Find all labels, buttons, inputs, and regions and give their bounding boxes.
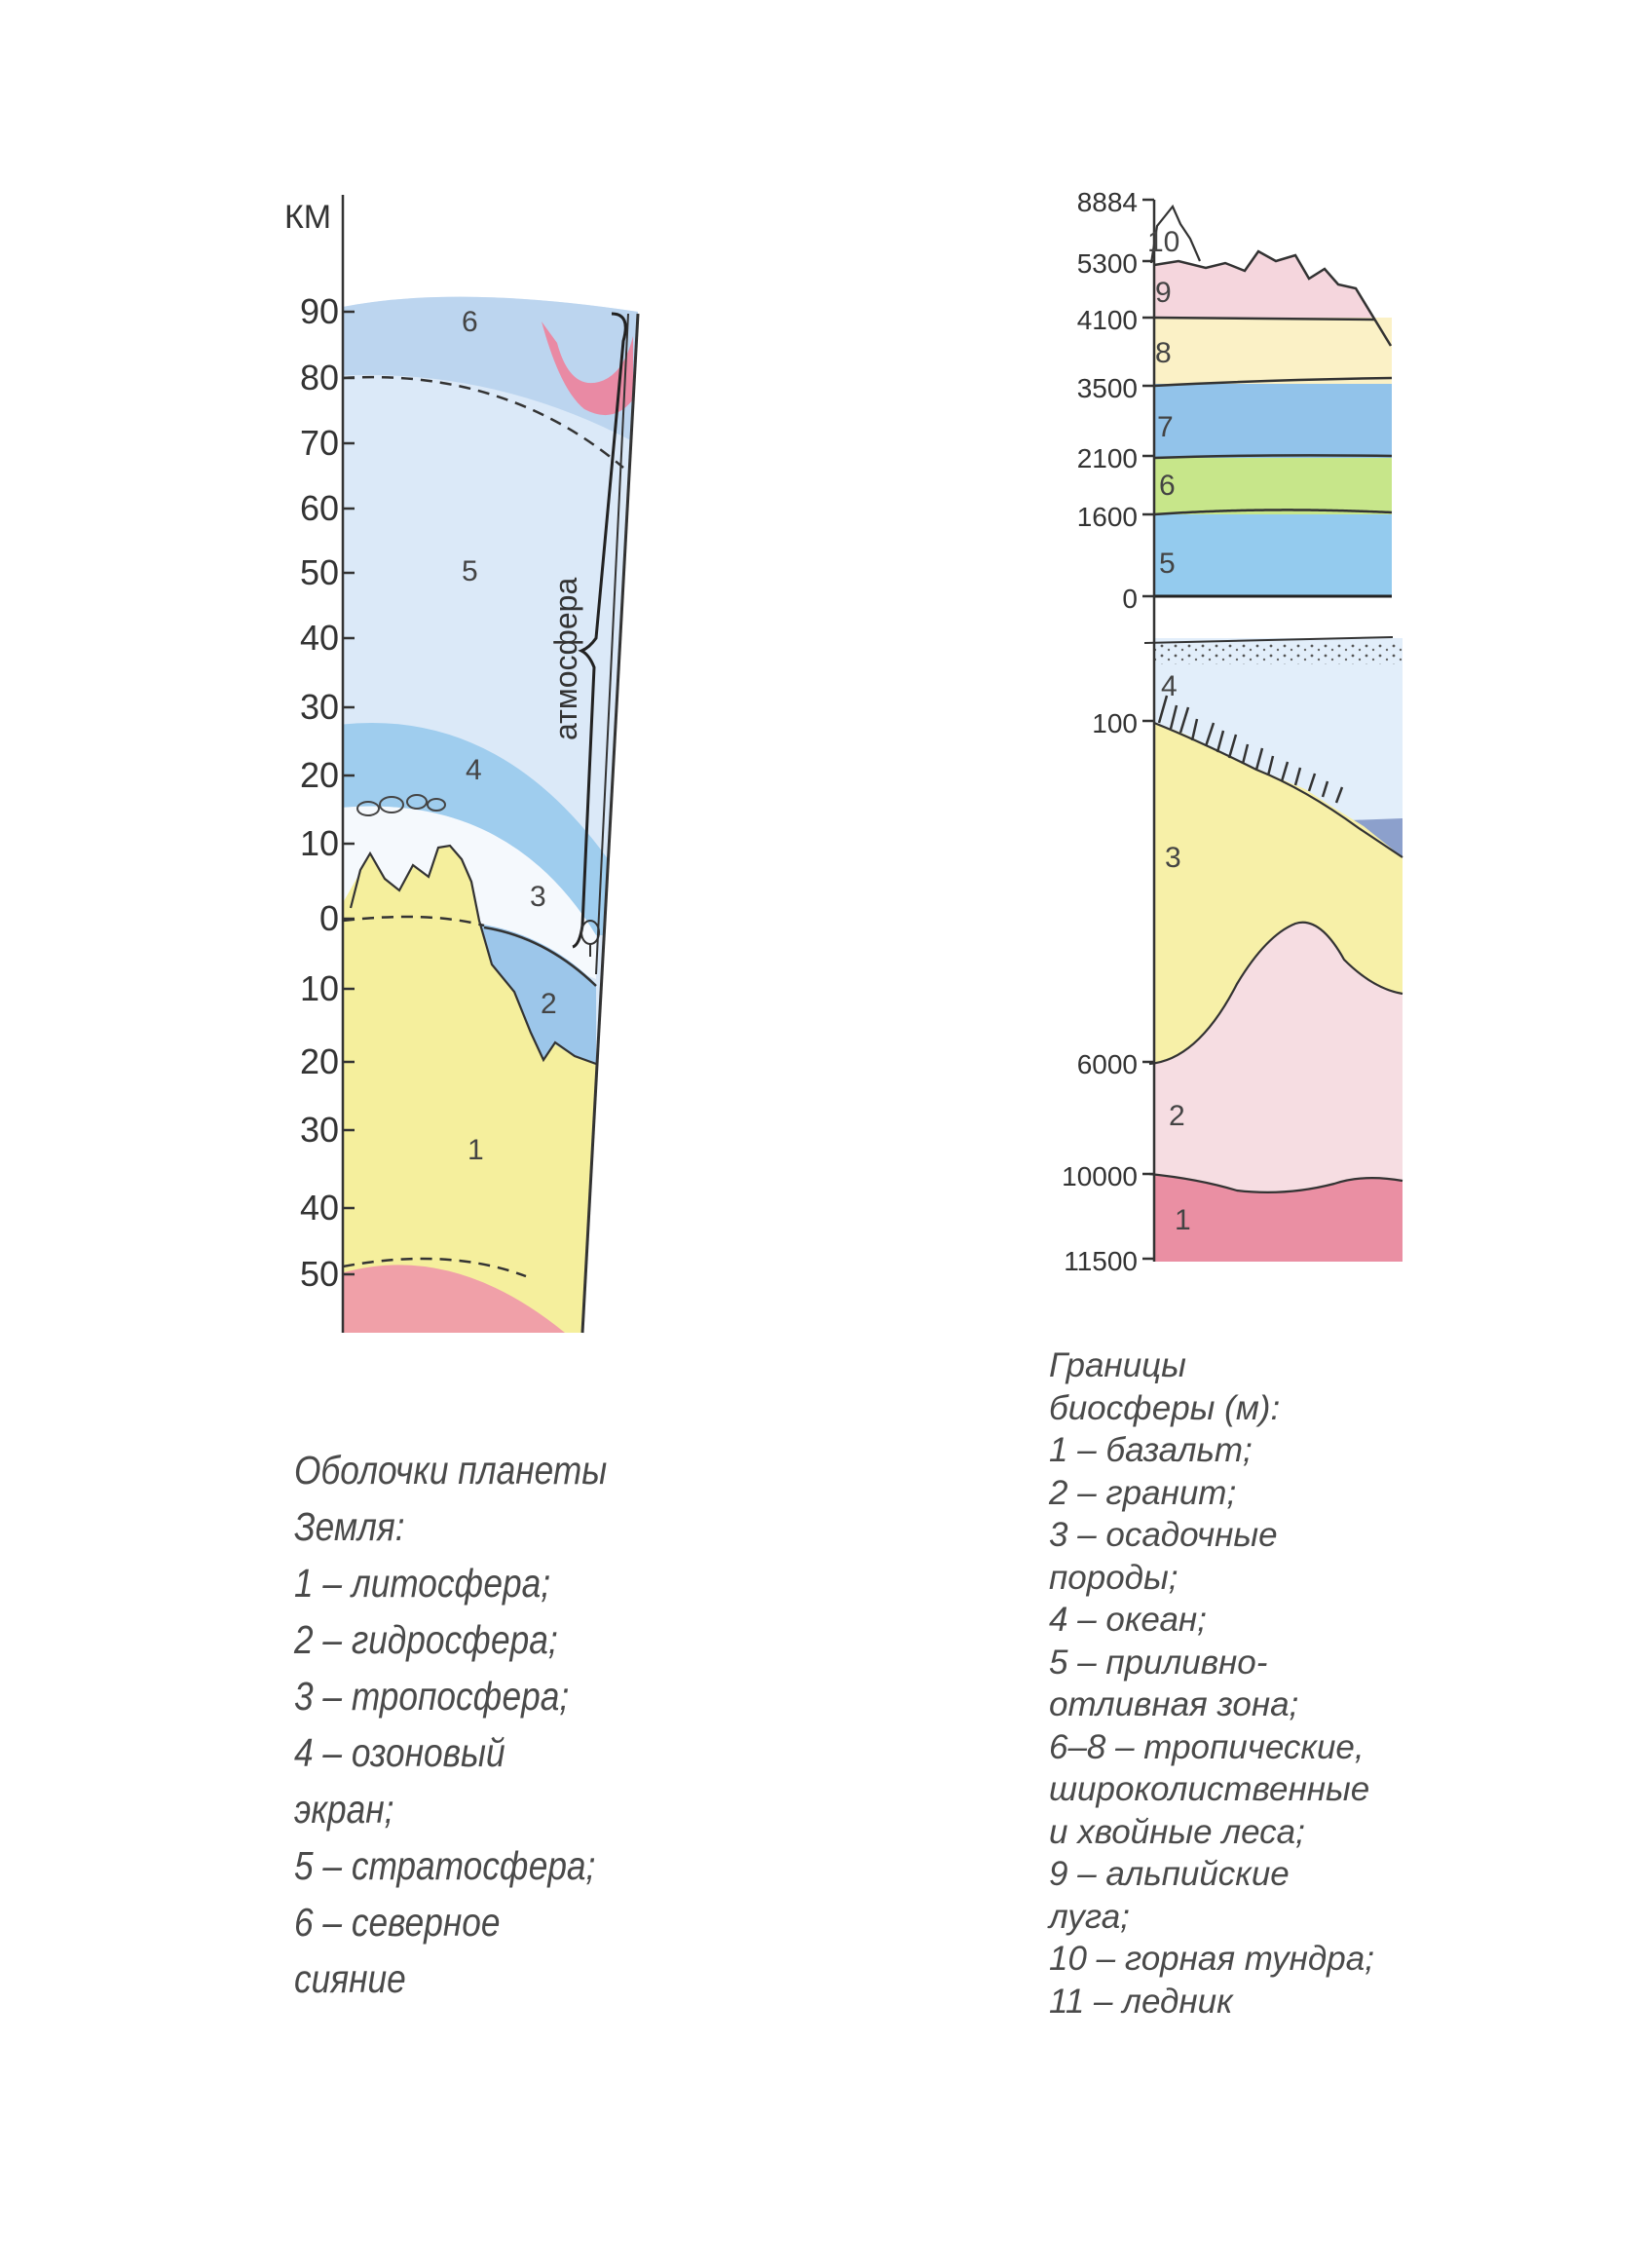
left-tick-up-40-label: 40 bbox=[299, 618, 339, 658]
left-tick-up-20-label: 20 bbox=[299, 755, 339, 795]
zone-number-3: 3 bbox=[1165, 842, 1181, 874]
left-tick-down-50-label: 50 bbox=[299, 1254, 339, 1294]
right-tick-8884-label: 8884 bbox=[1076, 187, 1138, 217]
biosphere-legend bbox=[1049, 1344, 1374, 2022]
atmosphere-label: атмосфера bbox=[548, 577, 583, 740]
biosphere-legend-line-13: 9 – альпийские bbox=[1049, 1855, 1290, 1893]
layer-number-3: 3 bbox=[530, 881, 546, 913]
right-tick-3500-label: 3500 bbox=[1076, 373, 1138, 403]
earth-shells-legend-line-2: Земля: bbox=[294, 1504, 405, 1549]
left-tick-up-30-label: 30 bbox=[299, 687, 339, 727]
biosphere-legend-line-2: биосферы (м): bbox=[1049, 1388, 1281, 1427]
tidal-zone-layer bbox=[1154, 513, 1392, 597]
zone-number-1: 1 bbox=[1175, 1204, 1191, 1236]
right-tick-1600-label: 1600 bbox=[1076, 502, 1138, 532]
layer-number-4: 4 bbox=[466, 754, 482, 786]
biosphere-legend-line-15: 10 – горная тундра; bbox=[1049, 1940, 1374, 1978]
forest-layer-7 bbox=[1154, 382, 1392, 458]
right-tick-5300-label: 5300 bbox=[1076, 248, 1138, 279]
biosphere-legend-line-7: 4 – океан; bbox=[1049, 1601, 1207, 1639]
earth-shells-legend-line-3: 1 – литосфера; bbox=[294, 1561, 551, 1606]
earth-shells-legend-line-7: экран; bbox=[294, 1787, 394, 1832]
biosphere-boundaries-diagram bbox=[1062, 187, 1412, 1276]
zone-number-5: 5 bbox=[1159, 548, 1176, 580]
zone-number-10: 10 bbox=[1147, 226, 1180, 258]
biosphere-legend-line-6: породы; bbox=[1049, 1558, 1178, 1597]
left-tick-up-0-label: 0 bbox=[318, 898, 339, 938]
left-tick-up-90-label: 90 bbox=[299, 291, 339, 331]
left-tick-down-40-label: 40 bbox=[299, 1188, 339, 1228]
zone-number-6: 6 bbox=[1159, 470, 1176, 502]
biosphere-legend-line-9: отливная зона; bbox=[1049, 1685, 1299, 1723]
left-tick-up-60-label: 60 bbox=[299, 488, 339, 528]
earth-shells-legend-line-4: 2 – гидросфера; bbox=[294, 1617, 558, 1662]
biosphere-legend-line-8: 5 – приливно- bbox=[1049, 1643, 1268, 1682]
right-tick-10000-label: 10000 bbox=[1062, 1161, 1138, 1191]
layer-number-6: 6 bbox=[462, 306, 478, 338]
biosphere-legend-line-12: и хвойные леса; bbox=[1049, 1812, 1305, 1851]
right-tick-6000-label: 6000 bbox=[1076, 1049, 1138, 1079]
biosphere-legend-line-10: 6–8 – тропические, bbox=[1049, 1727, 1365, 1766]
biosphere-legend-line-4: 2 – гранит; bbox=[1049, 1473, 1237, 1512]
forest-layer-6 bbox=[1154, 456, 1392, 514]
left-tick-down-20-label: 20 bbox=[299, 1041, 339, 1081]
zone-number-2: 2 bbox=[1169, 1100, 1185, 1132]
left-tick-down-30-label: 30 bbox=[299, 1110, 339, 1150]
earth-shells-legend-line-6: 4 – озоновый bbox=[294, 1730, 505, 1775]
biosphere-legend-line-14: луга; bbox=[1049, 1897, 1130, 1936]
layer-number-2: 2 bbox=[541, 988, 557, 1020]
right-tick-100-label: 100 bbox=[1092, 708, 1138, 738]
earth-shells-legend-line-8: 5 – стратосфера; bbox=[294, 1843, 596, 1888]
biosphere-legend-line-3: 1 – базальт; bbox=[1049, 1431, 1253, 1469]
left-tick-up-70-label: 70 bbox=[299, 423, 339, 463]
earth-shells-legend bbox=[294, 1442, 607, 2007]
right-axis-ticks bbox=[1062, 187, 1154, 1276]
left-tick-down-10-label: 10 bbox=[299, 968, 339, 1008]
biosphere-legend-line-5: 3 – осадочные bbox=[1049, 1516, 1278, 1554]
left-tick-up-50-label: 50 bbox=[299, 552, 339, 592]
earth-shells-legend-line-9: 6 – северное bbox=[294, 1900, 501, 1945]
forest-layer-8 bbox=[1154, 318, 1392, 384]
zone-number-9: 9 bbox=[1155, 277, 1172, 309]
earth-shells-legend-line-1: Оболочки планеты bbox=[294, 1448, 608, 1493]
earth-shells-legend-line-10: сияние bbox=[294, 1956, 406, 2001]
right-tick-4100-label: 4100 bbox=[1076, 305, 1138, 335]
biosphere-legend-line-1: Границы bbox=[1049, 1346, 1186, 1384]
ocean-dots bbox=[1149, 643, 1412, 664]
zone-number-7: 7 bbox=[1157, 411, 1174, 443]
left-tick-up-10-label: 10 bbox=[299, 823, 339, 863]
right-tick-11500-label: 11500 bbox=[1064, 1246, 1138, 1276]
left-tick-up-80-label: 80 bbox=[299, 358, 339, 397]
layer-number-5: 5 bbox=[462, 555, 478, 587]
left-axis-unit: КМ bbox=[284, 199, 332, 236]
layer-number-1: 1 bbox=[468, 1134, 484, 1166]
right-tick-0-label: 0 bbox=[1122, 584, 1138, 614]
earth-shells-legend-line-5: 3 – тропосфера; bbox=[294, 1674, 570, 1719]
earth-shells-diagram bbox=[284, 195, 662, 1344]
biosphere-legend-line-11: широколиственные bbox=[1049, 1770, 1370, 1808]
biosphere-legend-line-16: 11 – ледник bbox=[1049, 1982, 1233, 2021]
zone-number-4: 4 bbox=[1161, 670, 1178, 702]
right-tick-2100-label: 2100 bbox=[1076, 443, 1138, 473]
zone-number-8: 8 bbox=[1155, 337, 1172, 369]
